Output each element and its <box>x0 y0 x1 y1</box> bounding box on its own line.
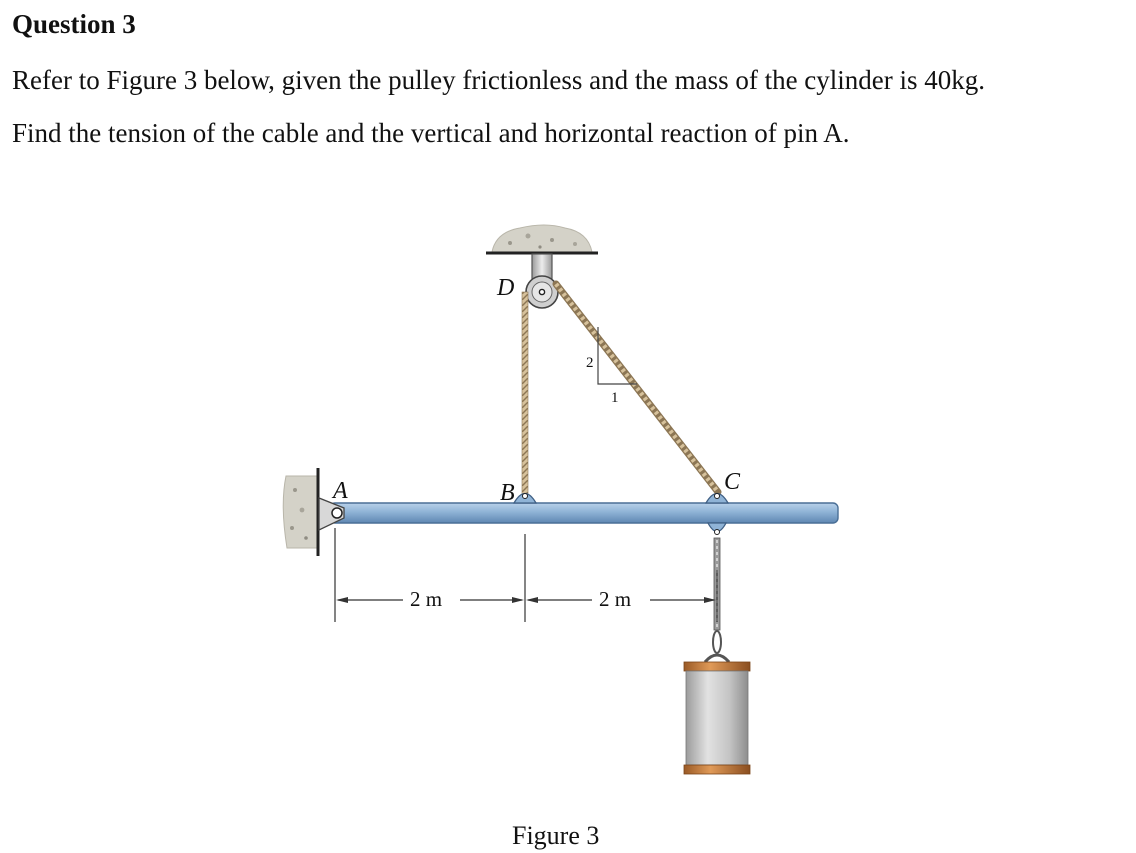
label-a: A <box>333 478 348 504</box>
beam <box>330 503 838 523</box>
bracket-b <box>514 494 536 504</box>
dimension-ab-label: 2 m <box>410 587 443 611</box>
wall-support <box>283 468 318 556</box>
label-b: B <box>500 480 515 506</box>
pulley-d <box>526 254 558 308</box>
ceiling-support <box>486 225 598 253</box>
cable-db <box>522 292 528 494</box>
figure-caption: Figure 3 <box>512 821 600 850</box>
dimension-lines <box>335 528 717 622</box>
label-d: D <box>497 275 515 301</box>
dimension-bc-label: 2 m <box>599 587 632 611</box>
slope-rise-label: 2 <box>586 355 594 371</box>
bracket-c-bottom <box>708 523 726 535</box>
question-text-line-1: Refer to Figure 3 below, given the pulley frictionless and the mass of the cylinder is 40kg. <box>12 65 986 95</box>
question-title: Question 3 <box>12 9 136 39</box>
label-c: C <box>724 469 741 495</box>
slope-triangle <box>586 327 637 406</box>
cylinder-mass <box>684 662 750 774</box>
slope-run-label: 1 <box>611 390 619 406</box>
question-text-line-2: Find the tension of the cable and the vertical and horizontal reaction of pin A. <box>12 118 850 148</box>
